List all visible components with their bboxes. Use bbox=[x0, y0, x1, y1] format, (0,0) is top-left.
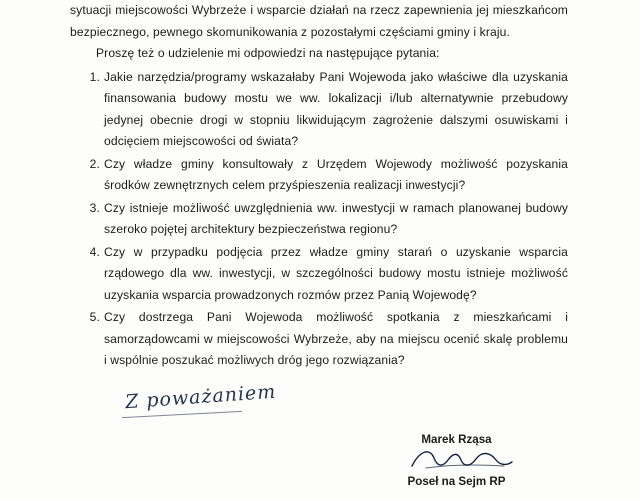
question-item bbox=[70, 242, 568, 307]
document-body bbox=[70, 0, 568, 500]
question-item bbox=[70, 67, 568, 153]
questions-list bbox=[70, 67, 568, 372]
question-item bbox=[70, 307, 568, 372]
question-item bbox=[70, 198, 568, 241]
question-text: Czy władze gminy konsultowały z Urzędem Wojewody możliwość pozyskania środków zewnętrznych celem przyśpieszenia realizacji inwestycji? bbox=[104, 156, 568, 192]
request-line: Proszę też o udzielenie mi odpowiedzi na następujące pytania: bbox=[96, 46, 440, 60]
question-text: Czy w przypadku podjęcia przez władze gminy starań o uzyskanie wsparcia rządowego dla ww. inwestycji, w szczególności budowy mostu istnieje możliwość uzyskania wsparcia prowadzonych rozmów przez Panią Wojewodę? bbox=[104, 244, 568, 302]
intro-paragraph: sytuacji miejscowości Wybrzeże i wsparcie działań na rzecz zapewnienia jej mieszkańcom bezpiecznego, pewnego skomunikowania z pozostałymi częściami gminy i kraju. bbox=[70, 3, 568, 39]
handwritten-closing: Z poważaniem bbox=[124, 380, 277, 413]
signature-block bbox=[70, 380, 568, 500]
question-number: 1. bbox=[89, 69, 100, 84]
question-text: Jakie narzędzia/programy wskazałaby Pani Wojewoda jako właściwe dla uzyskania finansowania budowy mostu we ww. lokalizacji i/lub alternatywnie przebudowy jedynej obecnie drogi w stopniu likwidującym zagrożenie dalszymi osuwiskami i odcięciem miejscowości od świata? bbox=[104, 69, 568, 148]
question-number: 2. bbox=[89, 156, 100, 171]
signer-info bbox=[349, 432, 564, 490]
signer-name: Marek Rząsa bbox=[421, 432, 492, 446]
signer-role: Poseł na Sejm RP bbox=[407, 474, 506, 488]
question-number: 3. bbox=[89, 200, 100, 215]
question-text: Czy dostrzega Pani Wojewoda możliwość spotkania z mieszkańcami i samorządowcami w miejscowości Wybrzeże, aby na miejscu ocenić skalę problemu i wspólnie poszukać możliwych dróg jego rozwiązania? bbox=[104, 310, 568, 367]
question-item bbox=[70, 154, 568, 197]
question-number: 5. bbox=[89, 310, 100, 324]
question-text: Czy istnieje możliwość uwzględnienia ww. inwestycji w ramach planowanej budowy szeroko pojętej architektury bezpieczeństwa regionu? bbox=[104, 200, 568, 236]
question-number: 4. bbox=[89, 244, 100, 259]
